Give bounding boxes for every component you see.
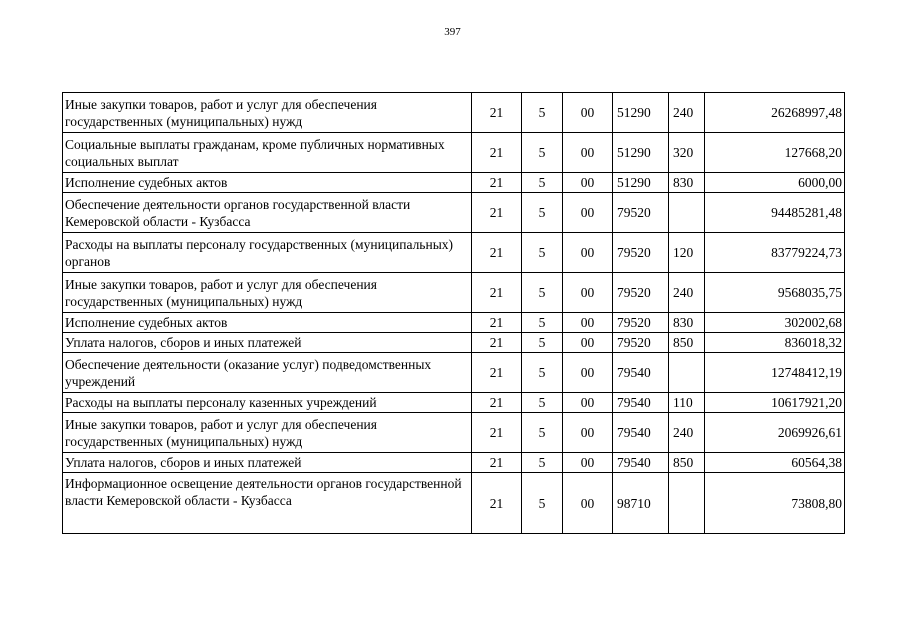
- row-sum: 127668,20: [705, 133, 845, 173]
- row-code-5: [669, 353, 705, 393]
- row-code-5: 850: [669, 333, 705, 353]
- row-code-5: 830: [669, 173, 705, 193]
- row-code-2: 5: [522, 413, 563, 453]
- row-code-1: 21: [472, 193, 522, 233]
- row-name: Обеспечение деятельности (оказание услуг) подведомственных учреждений: [63, 353, 472, 393]
- row-code-5: [669, 193, 705, 233]
- row-sum: 2069926,61: [705, 413, 845, 453]
- row-code-2: 5: [522, 193, 563, 233]
- row-name: Социальные выплаты гражданам, кроме публичных нормативных социальных выплат: [63, 133, 472, 173]
- row-sum: 12748412,19: [705, 353, 845, 393]
- row-code-1: 21: [472, 273, 522, 313]
- row-code-1: 21: [472, 473, 522, 534]
- row-code-3: 00: [563, 453, 613, 473]
- row-code-5: [669, 473, 705, 534]
- row-sum: 10617921,20: [705, 393, 845, 413]
- row-code-4: 79540: [613, 353, 669, 393]
- row-code-3: 00: [563, 393, 613, 413]
- table-row: [63, 93, 845, 133]
- row-sum: 94485281,48: [705, 193, 845, 233]
- row-code-2: 5: [522, 233, 563, 273]
- row-code-1: 21: [472, 313, 522, 333]
- table-row: [63, 473, 845, 534]
- row-sum: 73808,80: [705, 473, 845, 534]
- row-code-4: 79520: [613, 233, 669, 273]
- row-code-1: 21: [472, 93, 522, 133]
- row-code-5: 240: [669, 273, 705, 313]
- row-name: Обеспечение деятельности органов государственной власти Кемеровской области - Кузбасса: [63, 193, 472, 233]
- row-code-2: 5: [522, 273, 563, 313]
- row-code-2: 5: [522, 353, 563, 393]
- table-row: [63, 453, 845, 473]
- table-row: [63, 413, 845, 453]
- row-code-3: 00: [563, 93, 613, 133]
- row-code-2: 5: [522, 473, 563, 534]
- row-sum: 60564,38: [705, 453, 845, 473]
- row-code-2: 5: [522, 93, 563, 133]
- table-row: [63, 313, 845, 333]
- row-code-5: 110: [669, 393, 705, 413]
- row-name: Иные закупки товаров, работ и услуг для обеспечения государственных (муниципальных) нужд: [63, 273, 472, 313]
- row-code-2: 5: [522, 393, 563, 413]
- row-sum: 302002,68: [705, 313, 845, 333]
- page-number: 397: [444, 26, 461, 38]
- table-row: [63, 353, 845, 393]
- row-code-2: 5: [522, 313, 563, 333]
- row-code-4: 51290: [613, 93, 669, 133]
- row-code-5: 240: [669, 93, 705, 133]
- row-code-5: 320: [669, 133, 705, 173]
- row-code-4: 79520: [613, 273, 669, 313]
- row-code-3: 00: [563, 233, 613, 273]
- row-sum: 83779224,73: [705, 233, 845, 273]
- row-sum: 9568035,75: [705, 273, 845, 313]
- row-code-1: 21: [472, 133, 522, 173]
- row-code-3: 00: [563, 133, 613, 173]
- row-code-1: 21: [472, 393, 522, 413]
- row-name: Иные закупки товаров, работ и услуг для обеспечения государственных (муниципальных) нужд: [63, 413, 472, 453]
- row-code-1: 21: [472, 173, 522, 193]
- row-code-5: 830: [669, 313, 705, 333]
- table-row: [63, 173, 845, 193]
- row-code-3: 00: [563, 333, 613, 353]
- row-code-4: 79540: [613, 393, 669, 413]
- table-row: [63, 393, 845, 413]
- row-code-4: 79520: [613, 193, 669, 233]
- row-code-3: 00: [563, 173, 613, 193]
- row-name: Исполнение судебных актов: [63, 313, 472, 333]
- row-name: Уплата налогов, сборов и иных платежей: [63, 333, 472, 353]
- row-code-4: 51290: [613, 133, 669, 173]
- budget-table: [62, 92, 845, 534]
- row-code-4: 98710: [613, 473, 669, 534]
- row-code-1: 21: [472, 453, 522, 473]
- table-row: [63, 273, 845, 313]
- row-name: Уплата налогов, сборов и иных платежей: [63, 453, 472, 473]
- row-name: Исполнение судебных актов: [63, 173, 472, 193]
- row-code-3: 00: [563, 353, 613, 393]
- row-code-4: 79540: [613, 413, 669, 453]
- table-row: [63, 193, 845, 233]
- row-code-4: 79520: [613, 333, 669, 353]
- row-code-3: 00: [563, 313, 613, 333]
- row-code-3: 00: [563, 273, 613, 313]
- row-code-5: 850: [669, 453, 705, 473]
- row-code-1: 21: [472, 233, 522, 273]
- row-code-2: 5: [522, 173, 563, 193]
- row-code-4: 79540: [613, 453, 669, 473]
- row-code-3: 00: [563, 413, 613, 453]
- row-name: Информационное освещение деятельности органов государственной власти Кемеровской области - Кузбасса: [63, 473, 472, 534]
- row-code-5: 120: [669, 233, 705, 273]
- row-sum: 26268997,48: [705, 93, 845, 133]
- row-name: Расходы на выплаты персоналу государственных (муниципальных) органов: [63, 233, 472, 273]
- row-code-3: 00: [563, 473, 613, 534]
- table-row: [63, 233, 845, 273]
- row-code-4: 79520: [613, 313, 669, 333]
- row-sum: 6000,00: [705, 173, 845, 193]
- row-code-5: 240: [669, 413, 705, 453]
- row-name: Расходы на выплаты персоналу казенных учреждений: [63, 393, 472, 413]
- row-name: Иные закупки товаров, работ и услуг для обеспечения государственных (муниципальных) нужд: [63, 93, 472, 133]
- row-code-1: 21: [472, 353, 522, 393]
- row-code-4: 51290: [613, 173, 669, 193]
- row-sum: 836018,32: [705, 333, 845, 353]
- row-code-1: 21: [472, 333, 522, 353]
- table-row: [63, 333, 845, 353]
- table-row: [63, 133, 845, 173]
- row-code-3: 00: [563, 193, 613, 233]
- row-code-2: 5: [522, 453, 563, 473]
- row-code-2: 5: [522, 133, 563, 173]
- row-code-2: 5: [522, 333, 563, 353]
- row-code-1: 21: [472, 413, 522, 453]
